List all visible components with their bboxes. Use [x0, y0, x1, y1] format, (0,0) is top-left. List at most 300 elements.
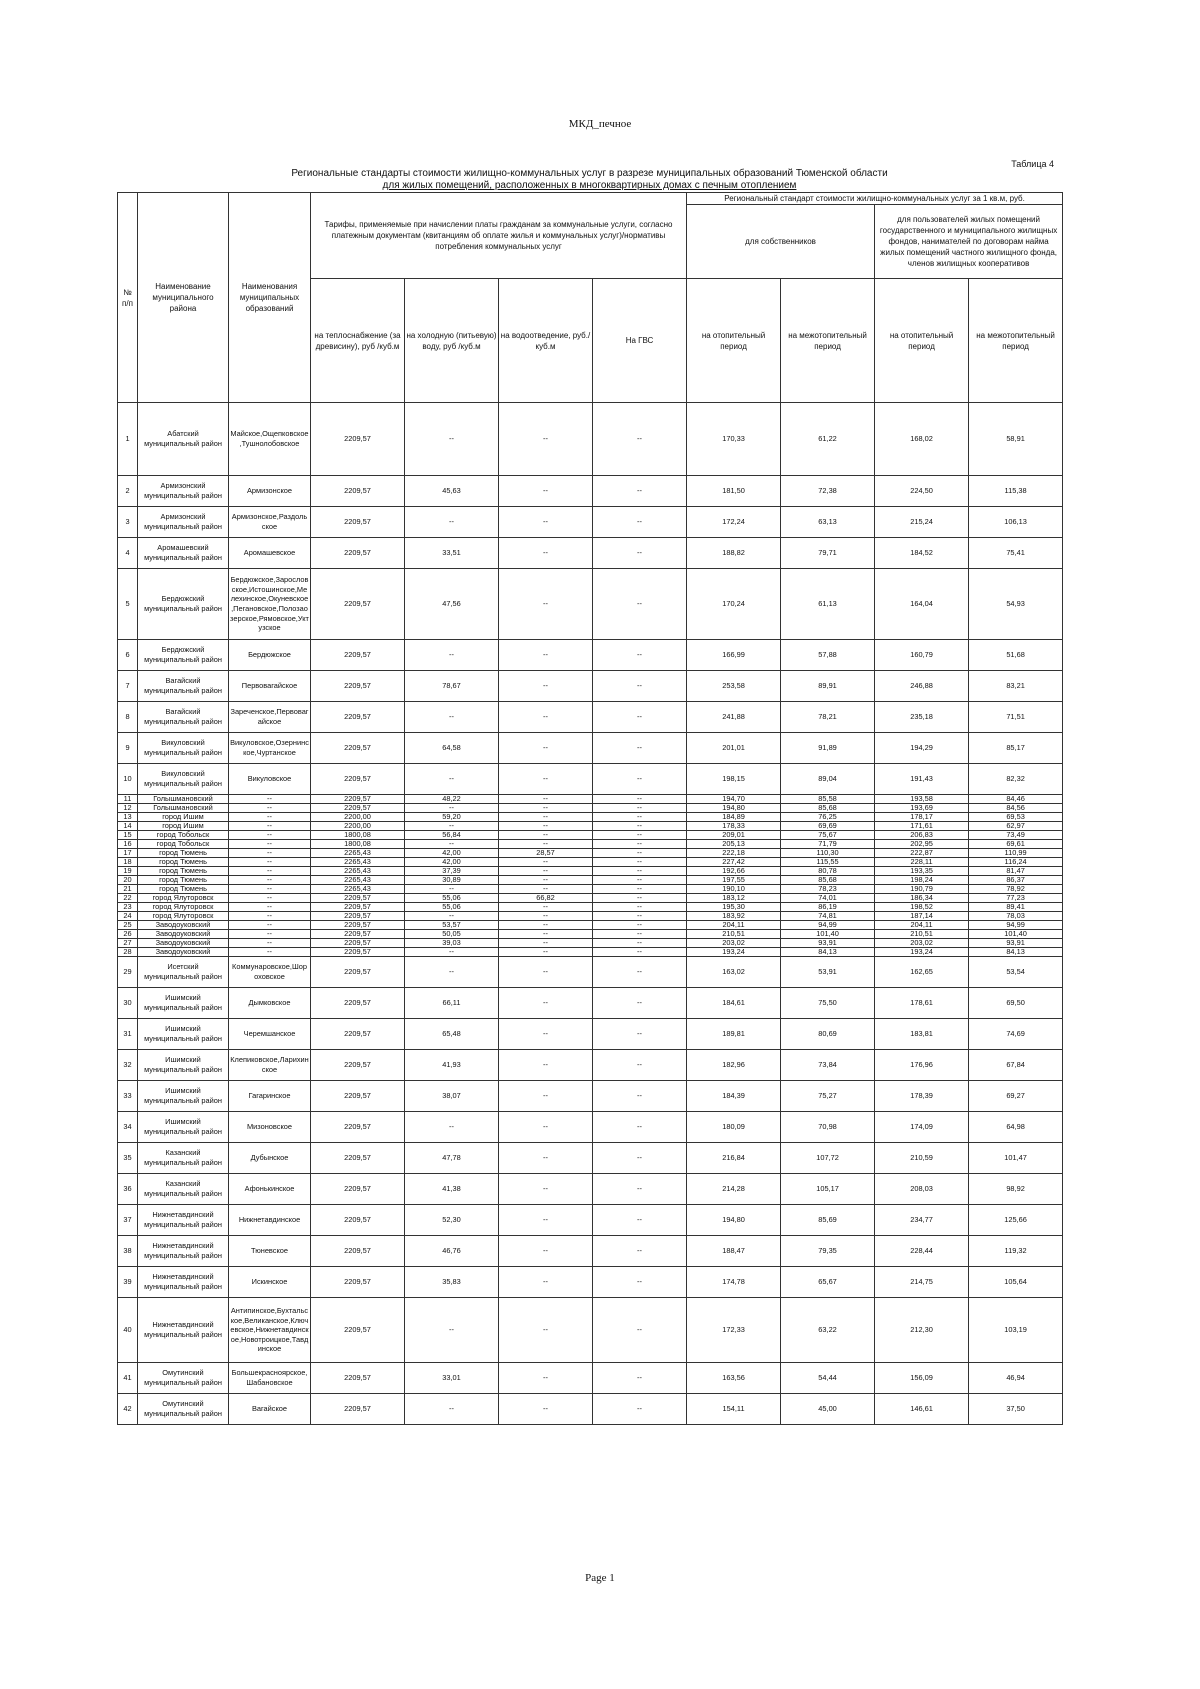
- sewage-cell: --: [499, 403, 593, 476]
- sewage-cell: --: [499, 795, 593, 804]
- hot-water-cell: --: [593, 930, 687, 939]
- district-cell: Викуловский муниципальный район: [138, 733, 229, 764]
- municipality-cell: Вагайское: [229, 1394, 311, 1425]
- owner-heating-cell: 163,02: [687, 957, 781, 988]
- hot-water-cell: --: [593, 1236, 687, 1267]
- row-number: 19: [118, 867, 138, 876]
- tenant-non-heating-cell: 98,92: [969, 1174, 1063, 1205]
- cold-water-cell: --: [405, 957, 499, 988]
- table-row: [118, 1363, 1063, 1394]
- cold-water-cell: 33,51: [405, 538, 499, 569]
- cold-water-cell: 56,84: [405, 831, 499, 840]
- hot-water-cell: --: [593, 813, 687, 822]
- row-number: 20: [118, 876, 138, 885]
- table-row: [118, 921, 1063, 930]
- owner-non-heating-cell: 75,50: [781, 988, 875, 1019]
- sewage-cell: --: [499, 702, 593, 733]
- district-cell: Ишимский муниципальный район: [138, 1019, 229, 1050]
- row-number: 18: [118, 858, 138, 867]
- owner-heating-cell: 172,24: [687, 507, 781, 538]
- owner-non-heating-cell: 80,78: [781, 867, 875, 876]
- tenant-non-heating-cell: 69,61: [969, 840, 1063, 849]
- table-row: [118, 538, 1063, 569]
- tenant-heating-cell: 168,02: [875, 403, 969, 476]
- hot-water-cell: --: [593, 876, 687, 885]
- hot-water-cell: --: [593, 640, 687, 671]
- district-cell: город Ялуторовск: [138, 912, 229, 921]
- hot-water-cell: --: [593, 858, 687, 867]
- table-row: [118, 671, 1063, 702]
- cold-water-cell: --: [405, 1394, 499, 1425]
- municipality-cell: Армизонское: [229, 476, 311, 507]
- row-number: 6: [118, 640, 138, 671]
- heat-tariff-cell: 2265,43: [311, 849, 405, 858]
- tenant-heating-cell: 246,88: [875, 671, 969, 702]
- cold-water-cell: --: [405, 702, 499, 733]
- sewage-cell: 28,57: [499, 849, 593, 858]
- tenant-non-heating-cell: 84,56: [969, 804, 1063, 813]
- municipality-cell: Мизоновское: [229, 1112, 311, 1143]
- hot-water-cell: --: [593, 1363, 687, 1394]
- owner-non-heating-cell: 84,13: [781, 948, 875, 957]
- municipality-cell: Коммунаровское,Шороховское: [229, 957, 311, 988]
- tenant-non-heating-cell: 101,40: [969, 930, 1063, 939]
- district-cell: Голышмановский: [138, 804, 229, 813]
- cold-water-cell: 50,05: [405, 930, 499, 939]
- owner-non-heating-cell: 57,88: [781, 640, 875, 671]
- owner-heating-cell: 216,84: [687, 1143, 781, 1174]
- municipality-cell: Викуловское,Озернинское,Чуртанское: [229, 733, 311, 764]
- title-line-1: Региональные стандарты стоимости жилищно-коммунальных услуг в разрезе муниципальных образований Тюменской области: [291, 168, 888, 179]
- owner-non-heating-cell: 79,71: [781, 538, 875, 569]
- row-number: 41: [118, 1363, 138, 1394]
- tenant-non-heating-cell: 103,19: [969, 1298, 1063, 1363]
- tenant-heating-cell: 215,24: [875, 507, 969, 538]
- heat-tariff-cell: 2209,57: [311, 1174, 405, 1205]
- cold-water-cell: 47,56: [405, 569, 499, 640]
- hot-water-cell: --: [593, 1298, 687, 1363]
- hot-water-cell: --: [593, 1143, 687, 1174]
- sewage-cell: --: [499, 822, 593, 831]
- tenant-heating-cell: 212,30: [875, 1298, 969, 1363]
- cold-water-cell: --: [405, 948, 499, 957]
- table-row: [118, 930, 1063, 939]
- heat-tariff-cell: 2265,43: [311, 858, 405, 867]
- heat-tariff-cell: 2209,57: [311, 804, 405, 813]
- municipality-cell: Аромашевское: [229, 538, 311, 569]
- hot-water-cell: --: [593, 822, 687, 831]
- row-number: 13: [118, 813, 138, 822]
- owner-non-heating-cell: 86,19: [781, 903, 875, 912]
- sewage-cell: --: [499, 930, 593, 939]
- row-number: 5: [118, 569, 138, 640]
- sewage-cell: --: [499, 1143, 593, 1174]
- municipality-cell: --: [229, 903, 311, 912]
- tenant-non-heating-cell: 93,91: [969, 939, 1063, 948]
- sewage-cell: --: [499, 1112, 593, 1143]
- owner-non-heating-cell: 54,44: [781, 1363, 875, 1394]
- sewage-cell: --: [499, 507, 593, 538]
- municipality-cell: --: [229, 930, 311, 939]
- cold-water-cell: --: [405, 1298, 499, 1363]
- municipality-cell: Тюневское: [229, 1236, 311, 1267]
- sewage-cell: --: [499, 764, 593, 795]
- sewage-cell: --: [499, 957, 593, 988]
- heat-tariff-cell: 2265,43: [311, 867, 405, 876]
- tenant-heating-cell: 202,95: [875, 840, 969, 849]
- sewage-cell: --: [499, 1298, 593, 1363]
- municipality-cell: --: [229, 804, 311, 813]
- tenant-heating-cell: 194,29: [875, 733, 969, 764]
- tenant-heating-cell: 224,50: [875, 476, 969, 507]
- owner-non-heating-cell: 45,00: [781, 1394, 875, 1425]
- municipality-cell: Дымковское: [229, 988, 311, 1019]
- tenant-heating-cell: 164,04: [875, 569, 969, 640]
- table-row: [118, 894, 1063, 903]
- header-standard: Региональный стандарт стоимости жилищно-коммунальных услуг за 1 кв.м, руб.: [687, 193, 1063, 205]
- sewage-cell: --: [499, 876, 593, 885]
- hot-water-cell: --: [593, 538, 687, 569]
- tenant-non-heating-cell: 116,24: [969, 858, 1063, 867]
- hot-water-cell: --: [593, 939, 687, 948]
- row-number: 25: [118, 921, 138, 930]
- owner-heating-cell: 192,66: [687, 867, 781, 876]
- tenant-non-heating-cell: 69,53: [969, 813, 1063, 822]
- row-number: 30: [118, 988, 138, 1019]
- heat-tariff-cell: 2209,57: [311, 795, 405, 804]
- hot-water-cell: --: [593, 733, 687, 764]
- sewage-cell: --: [499, 538, 593, 569]
- tenant-heating-cell: 178,61: [875, 988, 969, 1019]
- row-number: 3: [118, 507, 138, 538]
- owner-heating-cell: 214,28: [687, 1174, 781, 1205]
- tenant-heating-cell: 204,11: [875, 921, 969, 930]
- heat-tariff-cell: 2209,57: [311, 903, 405, 912]
- owner-heating-cell: 197,55: [687, 876, 781, 885]
- owner-non-heating-cell: 72,38: [781, 476, 875, 507]
- tenant-non-heating-cell: 115,38: [969, 476, 1063, 507]
- tenant-heating-cell: 171,61: [875, 822, 969, 831]
- row-number: 10: [118, 764, 138, 795]
- row-number: 32: [118, 1050, 138, 1081]
- tenant-non-heating-cell: 64,98: [969, 1112, 1063, 1143]
- owner-heating-cell: 170,33: [687, 403, 781, 476]
- row-number: 16: [118, 840, 138, 849]
- cold-water-cell: 53,57: [405, 921, 499, 930]
- owner-heating-cell: 180,09: [687, 1112, 781, 1143]
- header-owner-non-heating: на межотопительный период: [781, 279, 875, 403]
- row-number: 31: [118, 1019, 138, 1050]
- cold-water-cell: 38,07: [405, 1081, 499, 1112]
- cold-water-cell: 41,38: [405, 1174, 499, 1205]
- district-cell: Ишимский муниципальный район: [138, 1112, 229, 1143]
- owner-heating-cell: 182,96: [687, 1050, 781, 1081]
- owner-non-heating-cell: 61,22: [781, 403, 875, 476]
- tenant-heating-cell: 178,39: [875, 1081, 969, 1112]
- tenant-non-heating-cell: 83,21: [969, 671, 1063, 702]
- heat-tariff-cell: 2209,57: [311, 569, 405, 640]
- district-cell: Заводоуковский: [138, 930, 229, 939]
- district-cell: Бердюжский муниципальный район: [138, 569, 229, 640]
- district-cell: Нижнетавдинский муниципальный район: [138, 1205, 229, 1236]
- tenant-non-heating-cell: 106,13: [969, 507, 1063, 538]
- district-cell: Викуловский муниципальный район: [138, 764, 229, 795]
- heat-tariff-cell: 2209,57: [311, 1205, 405, 1236]
- table-row: [118, 849, 1063, 858]
- table-row: [118, 1174, 1063, 1205]
- heat-tariff-cell: 2209,57: [311, 1019, 405, 1050]
- cold-water-cell: 65,48: [405, 1019, 499, 1050]
- district-cell: Омутинский муниципальный район: [138, 1363, 229, 1394]
- cold-water-cell: 46,76: [405, 1236, 499, 1267]
- cold-water-cell: 35,83: [405, 1267, 499, 1298]
- municipality-cell: Антипинское,Бухтальское,Великанское,Ключевское,Нижнетавдинское,Новотроицкое,Тавдинское: [229, 1298, 311, 1363]
- heat-tariff-cell: 2209,57: [311, 733, 405, 764]
- heat-tariff-cell: 2209,57: [311, 921, 405, 930]
- owner-non-heating-cell: 78,21: [781, 702, 875, 733]
- table-row: [118, 507, 1063, 538]
- municipality-cell: --: [229, 894, 311, 903]
- hot-water-cell: --: [593, 476, 687, 507]
- header-owners: для собственников: [687, 205, 875, 279]
- tenant-heating-cell: 234,77: [875, 1205, 969, 1236]
- tenant-heating-cell: 183,81: [875, 1019, 969, 1050]
- tenant-heating-cell: 187,14: [875, 912, 969, 921]
- table-row: [118, 1019, 1063, 1050]
- tenant-heating-cell: 210,59: [875, 1143, 969, 1174]
- owner-non-heating-cell: 61,13: [781, 569, 875, 640]
- tenant-non-heating-cell: 75,41: [969, 538, 1063, 569]
- cold-water-cell: 66,11: [405, 988, 499, 1019]
- owner-non-heating-cell: 101,40: [781, 930, 875, 939]
- hot-water-cell: --: [593, 988, 687, 1019]
- row-number: 27: [118, 939, 138, 948]
- row-number: 2: [118, 476, 138, 507]
- tenant-non-heating-cell: 67,84: [969, 1050, 1063, 1081]
- sewage-cell: --: [499, 831, 593, 840]
- table-row: [118, 1298, 1063, 1363]
- sewage-cell: --: [499, 1081, 593, 1112]
- sewage-cell: --: [499, 858, 593, 867]
- owner-heating-cell: 154,11: [687, 1394, 781, 1425]
- cold-water-cell: 52,30: [405, 1205, 499, 1236]
- owner-non-heating-cell: 91,89: [781, 733, 875, 764]
- owner-non-heating-cell: 75,67: [781, 831, 875, 840]
- owner-heating-cell: 172,33: [687, 1298, 781, 1363]
- municipality-cell: Бердюжское: [229, 640, 311, 671]
- owner-non-heating-cell: 79,35: [781, 1236, 875, 1267]
- row-number: 9: [118, 733, 138, 764]
- table-row: [118, 885, 1063, 894]
- municipality-cell: Армизонское,Раздольское: [229, 507, 311, 538]
- cold-water-cell: 39,03: [405, 939, 499, 948]
- sewage-cell: --: [499, 948, 593, 957]
- cold-water-cell: --: [405, 822, 499, 831]
- row-number: 4: [118, 538, 138, 569]
- cold-water-cell: 55,06: [405, 903, 499, 912]
- heat-tariff-cell: 2209,57: [311, 894, 405, 903]
- heat-tariff-cell: 2209,57: [311, 507, 405, 538]
- cold-water-cell: 47,78: [405, 1143, 499, 1174]
- cold-water-cell: --: [405, 764, 499, 795]
- owner-heating-cell: 183,92: [687, 912, 781, 921]
- tenant-heating-cell: 193,58: [875, 795, 969, 804]
- owner-non-heating-cell: 63,13: [781, 507, 875, 538]
- table-row: [118, 831, 1063, 840]
- heat-tariff-cell: 2209,57: [311, 1363, 405, 1394]
- tenant-heating-cell: 156,09: [875, 1363, 969, 1394]
- municipality-cell: Черемшанское: [229, 1019, 311, 1050]
- tenant-non-heating-cell: 37,50: [969, 1394, 1063, 1425]
- cold-water-cell: --: [405, 885, 499, 894]
- heat-tariff-cell: 2209,57: [311, 988, 405, 1019]
- owner-heating-cell: 190,10: [687, 885, 781, 894]
- table-row: [118, 948, 1063, 957]
- table-row: [118, 876, 1063, 885]
- owner-non-heating-cell: 94,99: [781, 921, 875, 930]
- tenant-heating-cell: 146,61: [875, 1394, 969, 1425]
- municipality-cell: Бердюжское,Зарословское,Истошинское,Мелехинское,Окуневское,Пегановское,Полозаозерское,Рямовское,Уктузское: [229, 569, 311, 640]
- heat-tariff-cell: 1800,08: [311, 840, 405, 849]
- hot-water-cell: --: [593, 507, 687, 538]
- tenant-non-heating-cell: 81,47: [969, 867, 1063, 876]
- tenant-non-heating-cell: 101,47: [969, 1143, 1063, 1174]
- district-cell: Вагайский муниципальный район: [138, 671, 229, 702]
- tenant-heating-cell: 210,51: [875, 930, 969, 939]
- tenant-non-heating-cell: 51,68: [969, 640, 1063, 671]
- tenant-heating-cell: 222,87: [875, 849, 969, 858]
- tenant-heating-cell: 190,79: [875, 885, 969, 894]
- heat-tariff-cell: 2209,57: [311, 1081, 405, 1112]
- district-cell: Ишимский муниципальный район: [138, 1081, 229, 1112]
- table-row: [118, 903, 1063, 912]
- row-number: 35: [118, 1143, 138, 1174]
- sewage-cell: --: [499, 921, 593, 930]
- row-number: 33: [118, 1081, 138, 1112]
- tenant-heating-cell: 206,83: [875, 831, 969, 840]
- tenant-non-heating-cell: 69,27: [969, 1081, 1063, 1112]
- hot-water-cell: --: [593, 831, 687, 840]
- cold-water-cell: --: [405, 403, 499, 476]
- owner-heating-cell: 166,99: [687, 640, 781, 671]
- tenant-heating-cell: 193,24: [875, 948, 969, 957]
- tenant-non-heating-cell: 89,41: [969, 903, 1063, 912]
- district-cell: Голышмановский: [138, 795, 229, 804]
- tenant-heating-cell: 186,34: [875, 894, 969, 903]
- owner-heating-cell: 193,24: [687, 948, 781, 957]
- sewage-cell: --: [499, 1050, 593, 1081]
- district-cell: Ишимский муниципальный район: [138, 1050, 229, 1081]
- row-number: 26: [118, 930, 138, 939]
- district-cell: Заводоуковский: [138, 948, 229, 957]
- header-owner-heating: на отопительный период: [687, 279, 781, 403]
- tenant-non-heating-cell: 53,54: [969, 957, 1063, 988]
- tenant-non-heating-cell: 84,13: [969, 948, 1063, 957]
- tenant-non-heating-cell: 58,91: [969, 403, 1063, 476]
- sewage-cell: --: [499, 671, 593, 702]
- municipality-cell: --: [229, 840, 311, 849]
- municipality-cell: --: [229, 876, 311, 885]
- header-tenants: для пользователей жилых помещений государственного и муниципального жилищных фондов, нанимателей по договорам найма жилых помещений частного жилищного фонда, членов жилищных кооперативов: [875, 205, 1063, 279]
- owner-heating-cell: 174,78: [687, 1267, 781, 1298]
- owner-non-heating-cell: 107,72: [781, 1143, 875, 1174]
- sewage-cell: --: [499, 885, 593, 894]
- hot-water-cell: --: [593, 1050, 687, 1081]
- municipality-cell: Зареченское,Первовагайское: [229, 702, 311, 733]
- municipality-cell: --: [229, 867, 311, 876]
- table-row: [118, 867, 1063, 876]
- hot-water-cell: --: [593, 804, 687, 813]
- tenant-heating-cell: 214,75: [875, 1267, 969, 1298]
- cold-water-cell: 64,58: [405, 733, 499, 764]
- sewage-cell: --: [499, 733, 593, 764]
- owner-non-heating-cell: 85,58: [781, 795, 875, 804]
- owner-non-heating-cell: 74,81: [781, 912, 875, 921]
- table-row: [118, 1394, 1063, 1425]
- tenant-heating-cell: 184,52: [875, 538, 969, 569]
- sewage-cell: --: [499, 1174, 593, 1205]
- owner-non-heating-cell: 69,69: [781, 822, 875, 831]
- tenant-non-heating-cell: 78,92: [969, 885, 1063, 894]
- cold-water-cell: 48,22: [405, 795, 499, 804]
- owner-heating-cell: 241,88: [687, 702, 781, 733]
- cold-water-cell: 45,63: [405, 476, 499, 507]
- page-footer: Page 1: [585, 1572, 615, 1584]
- heat-tariff-cell: 2209,57: [311, 1050, 405, 1081]
- district-cell: Абатский муниципальный район: [138, 403, 229, 476]
- hot-water-cell: --: [593, 867, 687, 876]
- heat-tariff-cell: 2209,57: [311, 1298, 405, 1363]
- hot-water-cell: --: [593, 795, 687, 804]
- tenant-non-heating-cell: 119,32: [969, 1236, 1063, 1267]
- sewage-cell: --: [499, 1205, 593, 1236]
- header-sewage: на водоотведение, руб./куб.м: [499, 279, 593, 403]
- owner-non-heating-cell: 74,01: [781, 894, 875, 903]
- title-line-2: для жилых помещений, расположенных в многоквартирных домах с печным отоплением: [382, 180, 797, 191]
- municipality-cell: Майское,Ощепковское,Тушнолобовское: [229, 403, 311, 476]
- row-number: 37: [118, 1205, 138, 1236]
- table-row: [118, 1081, 1063, 1112]
- header-cold-water: на холодную (питьевую) воду, руб /куб.м: [405, 279, 499, 403]
- hot-water-cell: --: [593, 948, 687, 957]
- tenant-non-heating-cell: 86,37: [969, 876, 1063, 885]
- sewage-cell: --: [499, 804, 593, 813]
- municipality-cell: Дубынское: [229, 1143, 311, 1174]
- owner-heating-cell: 198,15: [687, 764, 781, 795]
- row-number: 28: [118, 948, 138, 957]
- header-tenant-non-heating: на межотопительный период: [969, 279, 1063, 403]
- table-row: [118, 1050, 1063, 1081]
- hot-water-cell: --: [593, 849, 687, 858]
- municipality-cell: --: [229, 849, 311, 858]
- sewage-cell: --: [499, 903, 593, 912]
- tenant-heating-cell: 203,02: [875, 939, 969, 948]
- row-number: 11: [118, 795, 138, 804]
- owner-heating-cell: 209,01: [687, 831, 781, 840]
- table-row: [118, 939, 1063, 948]
- table-row: [118, 702, 1063, 733]
- owner-heating-cell: 194,80: [687, 1205, 781, 1236]
- owner-heating-cell: 170,24: [687, 569, 781, 640]
- table-row: [118, 822, 1063, 831]
- row-number: 15: [118, 831, 138, 840]
- tenant-non-heating-cell: 125,66: [969, 1205, 1063, 1236]
- owner-non-heating-cell: 76,25: [781, 813, 875, 822]
- hot-water-cell: --: [593, 885, 687, 894]
- tenant-non-heating-cell: 85,17: [969, 733, 1063, 764]
- tenant-non-heating-cell: 54,93: [969, 569, 1063, 640]
- tenant-heating-cell: 191,43: [875, 764, 969, 795]
